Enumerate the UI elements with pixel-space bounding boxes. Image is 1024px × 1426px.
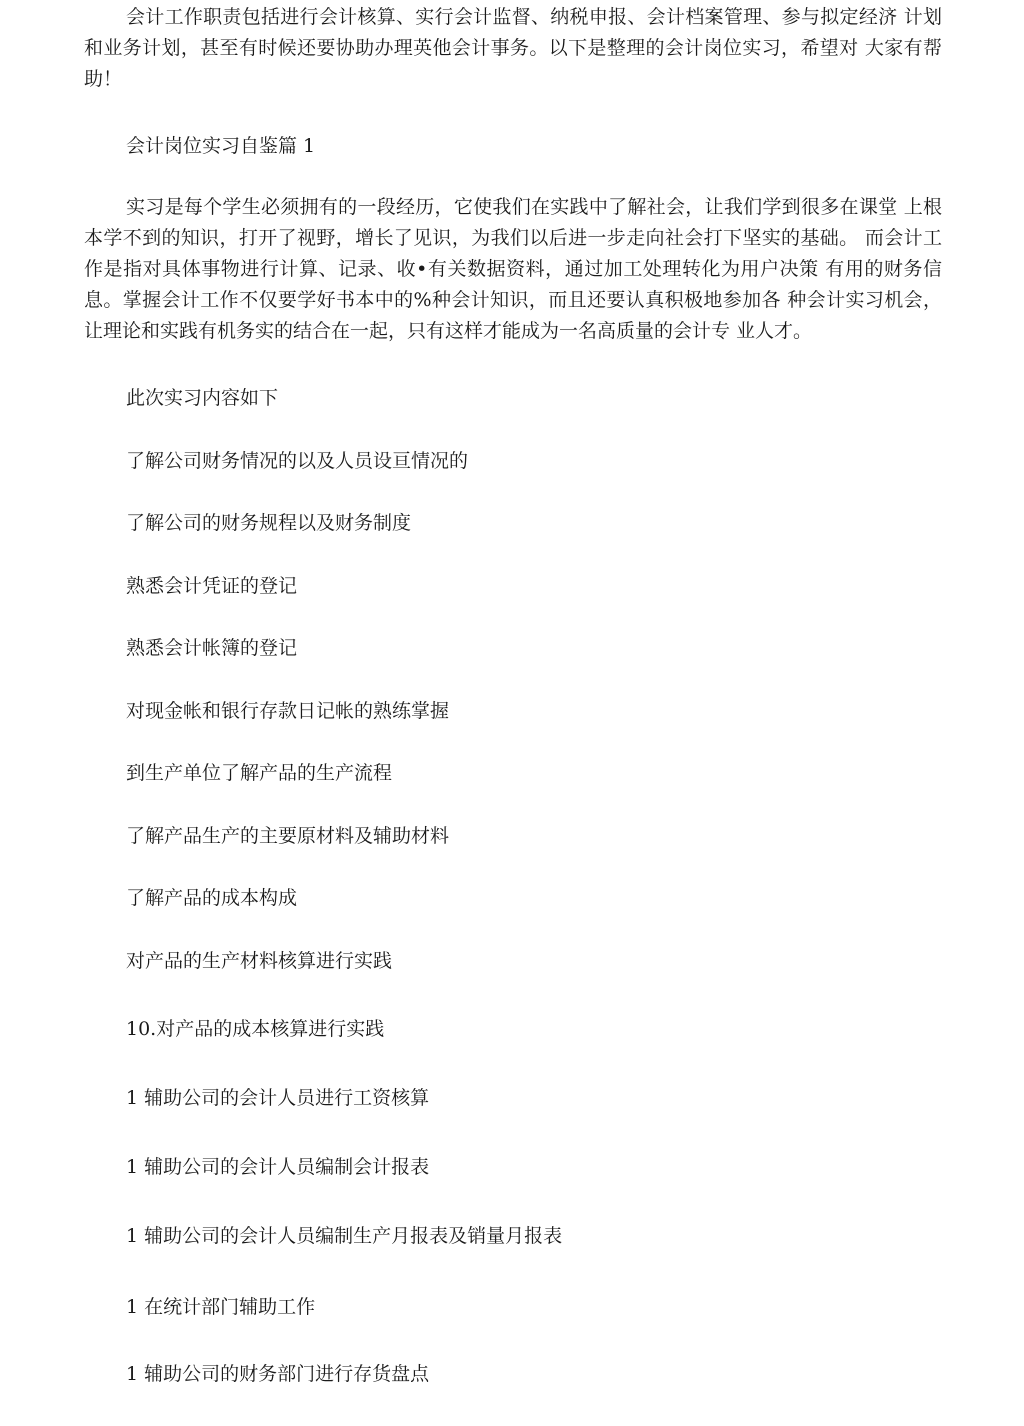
list-item: 熟悉会计帐簿的登记 [126,637,298,659]
list-item: 了解公司的财务规程以及财务制度 [126,512,412,534]
intro-paragraph: 会计工作职责包括进行会计核算、实行会计监督、纳税申报、会计档案管理、参与拟定经济 计划和业务计划，甚至有时候还要协助办理英他会计事务。以下是整理的会计岗位实习，希望对 大家有帮助！ [84,6,942,90]
list-item: 了解公司财务情况的以及人员设亘情况的 [126,450,469,472]
list-item: 熟悉会计凭证的登记 [126,575,298,597]
body-paragraph: 实习是每个学生必须拥有的一段经历，它使我们在实践中了解社会，让我们学到很多在课堂 上根本学不到的知识，打开了视野，增长了见识，为我们以后进一步走向社会打下坚实的基础。 而会计工作是指对具体事物进行计算、记录、收•有关数据资料，通过加工处理转化为用户决策 有用的财务信息。掌握会计工作不仅要学好书本中的%种会计知识，而且还要认真积极地参加各 种会计实习机会，让理论和实践有机务实的结合在一起，只有这样才能成为一名高质量的会计专 业人才。 [84,196,942,342]
list-item: 1 辅助公司的会计人员进行工资核算 [126,1087,430,1109]
section-title: 会计岗位实习自鉴篇 1 [126,135,316,157]
list-item: 1 在统计部门辅助工作 [126,1296,316,1318]
list-heading: 此次实习内容如下 [126,387,279,409]
list-item: 到生产单位了解产品的生产流程 [126,762,393,784]
list-item: 1 辅助公司的财务部门进行存货盘点 [126,1363,430,1385]
list-item: 1 辅助公司的会计人员编制生产月报表及销量月报表 [126,1225,563,1247]
list-item: 对现金帐和银行存款日记帐的熟练掌握 [126,700,450,722]
list-item: 了解产品生产的主要原材料及辅助材料 [126,825,450,847]
list-item: 对产品的生产材料核算进行实践 [126,950,393,972]
list-item: 10.对产品的成本核算进行实践 [126,1018,385,1040]
list-item: 了解产品的成本构成 [126,887,298,909]
list-item: 1 辅助公司的会计人员编制会计报表 [126,1156,430,1178]
